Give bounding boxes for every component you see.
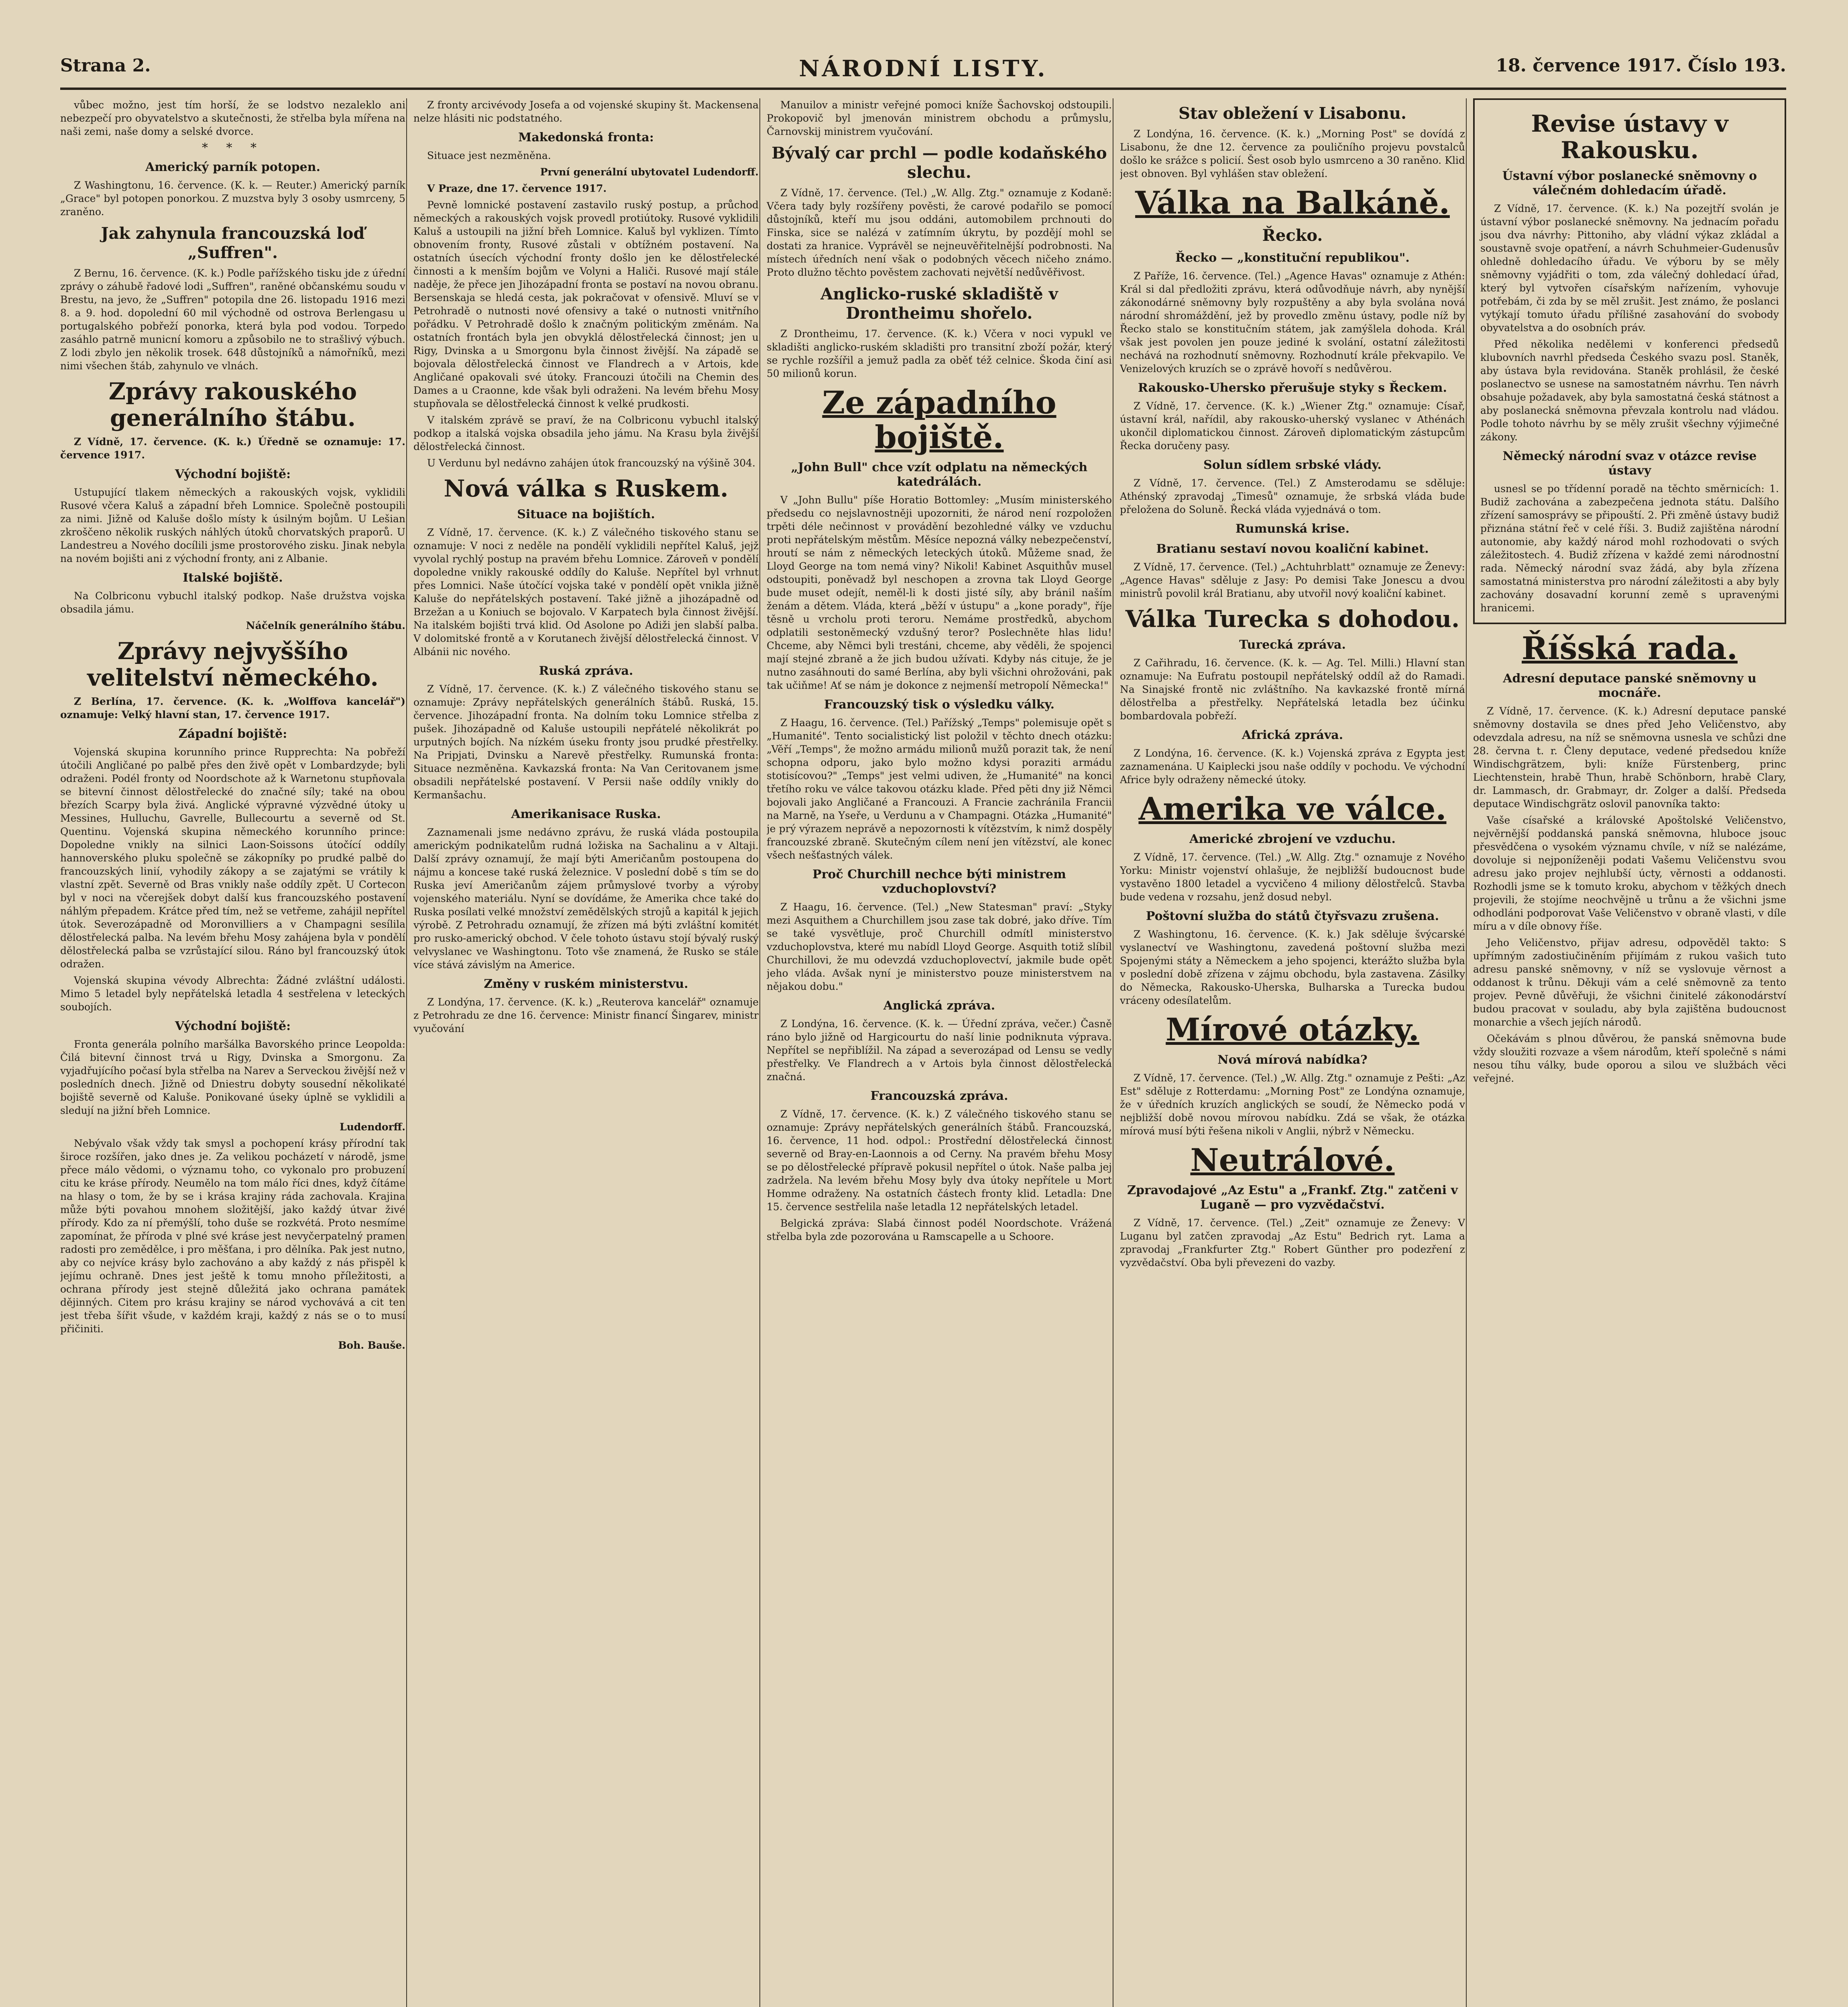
- column-3: [767, 98, 1112, 2007]
- article-text: Z Vídně, 17. července. (K. k.) Adresní deputace panské sněmovny dostavila se dnes před Jeho Veličenstvo, aby odevzdala adresu, na níž se sněmovna usnesla ve schůzi dne 28. června t. r. Členy deputace, vedené předsedou kníže Windischgrätzem, byli: kníže Fürstenberg, princ Liechtenstein, hrabě Thun, hrabě Schönborn, hrabě Clary, dr. Lammasch, dr. Grabmayr, dr. Zolger a další. Předseda deputace Windischgrätz oslovil panovníka takto:: [1473, 705, 1786, 810]
- article-text: Zaznamenali jsme nedávno zprávu, že ruská vláda postoupila americkým podnikatelům rudná ložiska na Sachalinu a v Altaji. Další zprávy oznamují, že mají býti Američanům postoupena do nájmu a koncese také ruská železnice. V poslední době s tím se do Ruska jeví Američanům zájem průmyslové tvorby a výroby vojenského materiálu. Nyní se dovídáme, že Amerika chce také do Ruska posílati velké množství zemědělských strojů a kapitál k jejich výrobě. Z Petrohradu oznamují, že zřízen má býti zvláštní komitét pro rusko-americký obchod. V čele tohoto ústavu stojí bývalý ruský velvyslanec ve Washingtonu. Toto vše znamená, že Rusko se stále více stává závislým na Americe.: [413, 826, 759, 971]
- article-headline: Německý národní svaz v otázce revise ústavy: [1502, 449, 1757, 478]
- feuilleton-author: Boh. Bauše.: [338, 1339, 405, 1351]
- article-subheadline: Ústavní výbor poslanecké sněmovny o válečném dohledacím úřadě.: [1502, 169, 1757, 197]
- article-text: Z Bernu, 16. července. (K. k.) Podle pařížského tisku jde z úřední zprávy o záhubě řadové lodi „Suffren", raněné občanskému soudu v Brestu, na jevo, že „Suffren" potopila dne 26. listopadu 1916 mezi 8. a 9. hod. dopolední 60 mil východně od ostrova Berlengasu u portugalského pobřeží ponorka, která byla pod vodou. Torpedo zasáhlo patrně municní komoru a způsobilo ne to strašlivý výbuch. Z lodi zbylo jen několik trosek. 648 důstojníků a námořníků, mezi nimi všechen štáb, zahynulo ve vlnách.: [60, 267, 405, 372]
- article-text: Před několika nedělemi v konferenci předsedů klubovních navrhl předseda Českého svazu posl. Staněk, aby ústava byla revidována. Staněk prohlásil, že české poslanectvo se usnese na samostatném návrhu. Ten návrh obsahuje požadavek, aby byla samostatná česká státnost a aby poslanecká sněmovna převzala kontrolu nad vládou. Podle tohoto návrhu by se měly zrušit všechny výjimečné zákony.: [1480, 338, 1779, 443]
- issue-date: 18. července 1917. Číslo 193.: [1496, 55, 1786, 76]
- article-text: U Verdunu byl nedávno zahájen útok francouzský na výšině 304.: [427, 457, 755, 469]
- lead-article-box: [1473, 98, 1786, 624]
- article-text: Z Haagu, 16. července. (Tel.) Pařížský „Temps" polemisuje opět s „Humanité". Tento socialistický list položil v těchto dnech otázku: „Věří „Temps", že možno armádu milionů mužů porazit tak, že není schopna odporu, jako bylo možno kdysi poraziti armádu stotisícovou?" „Temps" jest velmi udiven, že „Humanité" na konci třetího roku ve válce takovou otázku klade. Před pěti dny již Němci bojovali jako Angličané a Francouzi. A Francie zachránila Francii na Marně, na Yseře, u Verdunu a v Champagni. Otázka „Humanité" je prý výrazem neprávě a nepozornosti k vítězstvím, k nimž dospěly francouzské zbraně. Skutečným cílem není jen vítězství, ale konec všech nešťastných válek.: [767, 717, 1112, 861]
- subheading: Italské bojiště.: [183, 571, 283, 585]
- article-text: usnesl se po třídenní poradě na těchto směrnicích: 1. Budiž zachována a zabezpečena jednota státu. Dalšího zřízení samosprávy se připouští. 2. Při změně ústavy budiž přiznána státní řeč v celé říši. 3. Budiž zajištěna národní autonomie, aby každý národ mohl rozhodovati o svých záležitostech. 4. Budiž zřízena v každé zemi národnostní rada. Německý národní svaz žádá, aby byla zřízena samostatná ministerstva pro národní záležitosti a aby byly zachovány dosavadní korunní země s upravenými hranicemi.: [1480, 483, 1779, 614]
- article-headline: Zpravodajové „Az Estu" a „Frankf. Ztg." zatčeni v Luganě — pro vyzvědačství.: [1127, 1183, 1458, 1212]
- column-5: [1473, 98, 1786, 2007]
- article-text: Z Washingtonu, 16. července. (K. k. — Reuter.) Americký parník „Grace" byl potopen ponorkou. Z muzstva byly 3 osoby usmrceny, 5 zraněno.: [60, 179, 405, 218]
- column-rule: [406, 98, 407, 2007]
- article-text: Pevně lomnické postavení zastavilo ruský postup, a průchod německých a rakouských vojsk provedl protiútoky. Rusové vyklidili Kaluš a ustoupili na jižní břeh Lomnice. Kaluš byl vyklizen. Tímto obnovením fronty, Rusové zůstali v obtížném postavení. Na ostatních úsecích východní fronty došlo jen ke dělostřelecké činnosti a k menším bojům ve Volyni a Haliči. Rusové mají stále naděje, že přece jen Jihozápadní fronta se postaví na novou obranu. Bersenskaja se hledá cesta, jak pokračovat v ofensivě. Mluví se v Petrohradě o nutnosti nové ofensivy a také o nutnosti vnitřního pořádku. V Petrohradě došlo k značným politickým změnám. Na ostatních frontách byla jen obvyklá dělostřelecká činnost; jen u Rigy, Dvinska a u Smorgonu byla činnost živější. Na západě se bojovala dělostřelecká činnost ve Flandrech a v Artois, kde Angličané opakovali své útoky. Francouzi útočili na Chemin des Dames a u Craonne, kde však byli odraženi. Na levém břehu Mosy stupňovala se dělostřelecká činnost k velké prudkosti.: [413, 199, 759, 409]
- subheading: Francouzská zpráva.: [870, 1089, 1008, 1103]
- article-text: Z Londýna, 17. července. (K. k.) „Reuterova kancelář" oznamuje z Petrohradu ze dne 16. července: Ministr financí Šingarev, ministr vyučování: [413, 996, 759, 1034]
- article-headline: Rumunská krise.: [1235, 522, 1350, 536]
- article-text: V italském zprávě se praví, že na Colbriconu vybuchl italský podkop a italská vojska obsadila jeho jámu. Na Krasu byla živější dělostřelecká činnost.: [413, 414, 759, 452]
- section-headline: Říšská rada.: [1522, 630, 1738, 667]
- page-number: Strana 2.: [60, 55, 151, 76]
- subheading: Situace na bojištích.: [517, 507, 655, 521]
- subheading: Ruská zpráva.: [539, 664, 633, 678]
- article-text: Jeho Veličenstvo, přijav adresu, odpověděl takto: S upřímným zadostiučiněním přijímám z rukou vašich tuto adresu panské sněmovny, v níž se vyslovuje věrnost a oddanost k trůnu. Děkuji vám a celé sněmovně za tento projev. Pevně důvěřuji, že všichni činitelé zákonodárství budou pracovat v souladu, aby byla zajištěna budoucnost monarchie a všech jejích národů.: [1473, 937, 1786, 1028]
- article-text: Na Colbriconu vybuchl italský podkop. Naše družstva vojska obsadila jámu.: [60, 590, 405, 615]
- article-headline: Změny v ruském ministerstvu.: [484, 977, 688, 991]
- dateline: Z Berlína, 17. července. (K. k. „Wolffova kancelář") oznamuje: Velký hlavní stan, 17. července 1917.: [60, 696, 405, 721]
- section-headline: Válka na Balkáně.: [1135, 185, 1450, 221]
- article-headline: Řecko — „konstituční republikou".: [1175, 251, 1410, 265]
- article-text: Z Vídně, 17. července. (K. k.) Na pozejtří svolán je ústavní výbor poslanecké sněmovny. Na jednacím pořadu jsou dva návrhy: Pittoniho, aby vládní výkaz zkládal a soustavně svoje opatření, a návrh Schuhmeier-Gudenusův ohledně dohledacího úřadu. Ve výboru by se měly sněmovny vyjádřiti o tom, zda válečný dohledací úřad, který byl vytvořen císařským nařízením, vyhovuje potřebám, či zda by se měl zrušit. Jest známo, že poslanci vytýkají tomuto úřadu přílišné zasahování do svobody obyvatelstva a do osobních práv.: [1480, 203, 1779, 334]
- dateline: V Praze, dne 17. července 1917.: [427, 183, 607, 194]
- section-headline: Zprávy nejvyššího velitelství německého.: [87, 637, 379, 691]
- section-headline: Revise ústavy v Rakousku.: [1531, 110, 1728, 164]
- column-1: [60, 98, 405, 2007]
- article-text: Z Paříže, 16. července. (Tel.) „Agence Havas" oznamuje z Athén: Král si dal předložiti zprávu, která odůvodňuje návrh, aby nynější zákonodárné sněmovny byly rozpuštěny a aby byla svolána nová národní shromáždění, jež by provedlo změnu ústavy, podle níž by Řecko stalo se konstitučním státem, jak zamýšlela dohoda. Král však jest povolen jen pouze jediné k svolání, ostatní záležitosti nechává na rozhodnutí sněmovny. Rozhodnutí krále překvapilo. Ve Venizelových kruzích se o zprávě hovoří s nedůvěrou.: [1120, 270, 1465, 375]
- article-text: Z Vídně, 17. července. (Tel.) Z Amsterodamu se sděluje: Athénský zpravodaj „Timesů" oznamuje, že srbská vláda bude přeložena do Soluně. Řecká vláda vyjednává o tom.: [1120, 477, 1465, 515]
- article-text: Z Haagu, 16. července. (Tel.) „New Statesman" praví: „Styky mezi Asquithem a Churchillem jsou zase tak dobré, jako dříve. Tím se také vysvětluje, proč Churchill odmítl ministerstvo vzduchoplovstva, které mu nabídl Lloyd George. Asquith totiž slíbil Churchillovi, že mu odevzdá vzduchoplovectví, jakmile bude opět jeho vláda. Avšak nyní je ministerstvo pouze ministerstvem na nějakou dobu.": [767, 901, 1112, 992]
- subheading: Turecká zpráva.: [1239, 638, 1346, 652]
- section-headline: Amerika ve válce.: [1138, 791, 1447, 827]
- page-header: [60, 55, 1786, 90]
- subheading: Východní bojiště:: [175, 1019, 291, 1033]
- article-headline: Jak zahynula francouzská loď „Suffren".: [101, 224, 365, 262]
- article-text: Z Londýna, 16. července. (K. k.) Vojenská zpráva z Egypta jest zaznamenána. U Kaiplecki jsou naše oddíly v pochodu. Ve východní Africe byly odraženy německé útoky.: [1120, 747, 1465, 786]
- article-headline: „John Bull" chce vzít odplatu na německých katedrálách.: [791, 460, 1088, 489]
- article-text: Z Vídně, 17. července. (K. k.) Z válečného tiskového stanu se oznamuje: V noci z neděle na pondělí vyklidili nepřítel Kaluš, jejž vyvolal rychlý postup na pravém břehu Lomnice. Zároveň v pondělí dopoledne vnikly rakouské oddíly do Kaluše. Nepřítel byl vrhnut přes Lomnici. Naše útočící vojska také v pondělí opět vnikla jižně Kaluše do nepřátelských postavení. Také jižně a jihozápadně od Brzežan a u Koniuch se bojovalo. V Karpatech byla činnost živější. Na italském bojišti trvá klid. Od Asolone po Adiži jen slabší palba. V dolomitské frontě a v Korutanech živější dělostřelecká činnost. V Albánii nic nového.: [413, 527, 759, 657]
- section-headline: Válka Turecka s dohodou.: [1125, 605, 1460, 633]
- subheading: Anglická zpráva.: [883, 999, 995, 1013]
- article-text: Z fronty arcivévody Josefa a od vojenské skupiny št. Mackensena nelze hlásiti nic podstatného.: [413, 99, 759, 124]
- article-headline: Poštovní služba do států čtyřsvazu zrušena.: [1146, 909, 1439, 923]
- section-headline: Zprávy rakouského generálního štábu.: [108, 378, 357, 432]
- section-headline: Ze západního bojiště.: [822, 385, 1056, 456]
- article-headline: Bývalý car prchl — podle kodaňského slechu.: [771, 144, 1107, 182]
- article-continuation: vůbec možno, jest tím horší, že se lodstvo nezaleklo ani nebezpečí pro obyvatelstvo a skutečnosti, že střelba byla mířena na naši zemi, naše domy a selské dvorce.: [60, 99, 405, 137]
- article-text: Z Vídně, 17. července. (K. k.) Z válečného tiskového stanu se oznamuje: Zprávy nepřátelských generálních štábů. Ruská, 15. července. Jihozápadní fronta. Na dolním toku Lomnice střelba z pušek. Jihozápadně od Kaluše ustoupili nepřátelé několikrát po urputných bojích. Na nízkém úseku fronty jsou prudké přestřelky. Na Pripjati, Dvinsku a Narevě přestřelky. Rumunská fronta: Situace nezměněna. Kavkazská fronta: Na Van Ceritovanem jsme obsadili nepřátelské postavení. V Persii naše oddíly vnikly do Kermanšachu.: [413, 683, 759, 801]
- article-headline: Anglicko-ruské skladiště v Drontheimu shořelo.: [820, 285, 1058, 323]
- dateline: Z Vídně, 17. července. (K. k.) Úředně se oznamuje: 17. července 1917.: [60, 436, 405, 461]
- column-rule: [759, 98, 760, 2007]
- subheading: Makedonská fronta:: [518, 130, 654, 145]
- article-text: Z Vídně, 17. července. (Tel.) „W. Allg. Ztg." oznamuje z Pešti: „Az Est" sděluje z Rotterdamu: „Morning Post" ze Londýna oznamuje, že v úředních kruzích anglických se soudí, že Německo podá v nejbližší době novou mírovou nabídku. Zdá se však, že otázka mírová musí býti řešena nikoli v Anglii, nýbrž v Německu.: [1120, 1072, 1465, 1137]
- article-text: Vojenská skupina vévody Albrechta: Žádné zvláštní události. Mimo 5 letadel byly nepřátelská letadla 4 sestřelena v leteckých soubojích.: [60, 975, 405, 1013]
- subheading: Bratianu sestaví novou koaliční kabinet.: [1156, 542, 1429, 556]
- article-text: Z Vídně, 17. července. (Tel.) „Zeit" oznamuje ze Ženevy: V Luganu byl zatčen zpravodaj „Az Estu" Bedrich ryt. Lama a zpravodaj „Frankfurter Ztg." Robert Günther pro podezření z vyzvědačství. Oba byli převezeni do vazby.: [1120, 1217, 1465, 1268]
- feuilleton-text: Nebývalo však vždy tak smysl a pochopení krásy přírodní tak široce rozšířen, jako dnes je. Za velikou pocházetí v národě, jsme přece málo vědomi, o významu toho, co vykonalo pro probuzení citu ke kráse přírody. Neumělo na tom málo říci dnes, když čítáme na hlasy o tom, že by se i krása krajiny ráda zachovala. Krajina může býti povahou mnohem složitější, jako každý útvar živé přírody. Kdo za ní přemýšlí, toho duše se rozkvétá. Proto nesmíme zapomínat, že příroda v plné své kráse jest nevyčerpatelný pramen radosti pro zemědělce, i pro měšťana, i pro dělníka. Pak jest nutno, aby co nejvíce krásy bylo zachováno a aby každý z nás přispěl k jejímu ochraně. Dnes jest ještě k tomu mnoho příležitosti, a ochrana přírody jest stejně důležitá jako ochrana památek dějinných. Citem pro krásu krajiny se národ vychovává a cit ten jest třeba šířit všude, v každém kraji, každý z nás se o to musí přičiniti.: [60, 1138, 405, 1335]
- article-text: Vojenská skupina korunního prince Rupprechta: Na pobřeží útočili Angličané po palbě přes den živě opět v Lombardzyde; byli odraženi. Podél fronty od Noordschote až k Warnetonu stupňovala se bitevní činnost dělostřelecké do značné síly; také na obou březích Scarpy byla živá. Anglické výpravné výzvědné útoky u Messines, Hulluchu, Gavrelle, Bullecourtu a severně od St. Quentinu. Vojenská skupina německého korunního prince: Dopoledne vnikly na silnici Laon-Soissons útočící oddíly hannoverského pluku společně se zákopníky po prudké palbě do francouzských linií, vyhodily zákopy a se zajatými se vrátily k vlastní zpět. Severně od Bras vnikly naše oddíly zpět. U Cortecon byl v noci na včerejšek dobyt další kus francouzského postavení náhlým přepadem. Krátce před tím, než se vetřeme, zahájil nepřítel útok. Severozápadně od Moronvilliers a v Champagni sesílila dělostřelecká palba. Na levém břehu Mosy zahájena byla v pondělí dělostřelecká palba se vzrůstající silou. Ráno byl francouzský útok odražen.: [60, 746, 405, 970]
- column-rule: [1466, 98, 1467, 2007]
- column-2: [413, 98, 759, 2007]
- signature: První generální ubytovatel Ludendorff.: [540, 166, 759, 178]
- section-headline: Neutrálové.: [1190, 1142, 1395, 1179]
- article-text: Z Londýna, 16. července. (K. k.) „Morning Post" se dovídá z Lisabonu, že dne 12. července za pouličního projevu povstalců došlo ke srážce s policií. Šest osob bylo usmrceno a 30 raněno. Klid jest obnoven. Byl vyhlášen stav obležení.: [1120, 128, 1465, 179]
- article-continuation: Manuilov a ministr veřejné pomoci kníže Šachovskoj odstoupili. Prokopovič byl jmenován ministrem obchodu a průmyslu, Čarnovskij ministrem vyučování.: [767, 99, 1112, 137]
- article-text: Z Vídně, 17. července. (K. k.) „Wiener Ztg." oznamuje: Císař, ústavní král, nařídil, aby rakousko-uherský vyslanec v Athénách ukončil diplomatickou činnost. Zároveň diplomatickým zástupcům Řecka doručeny pasy.: [1120, 400, 1465, 452]
- article-headline: Stav obležení v Lisabonu.: [1178, 104, 1406, 123]
- subheading: Nová mírová nabídka?: [1217, 1053, 1368, 1067]
- article-text: Z Washingtonu, 16. července. (K. k.) Jak sděluje švýcarské vyslanectví ve Washingtonu, zavedená poštovní služba mezi Spojenými státy a Německem a jeho spojenci, kterážto služba byla v poslední době zřízena v zájmu obchodu, byla zastavena. Zásilky do Německa, Rakousko-Uherska, Bulharska a Turecka budou vráceny odesílatelům.: [1120, 928, 1465, 1006]
- article-text: Z Vídně, 17. července. (K. k.) Z válečného tiskového stanu se oznamuje: Zprávy nepřátelských generálních štábů. Francouzská, 16. července, 11 hod. odpol.: Prostřední dělostřelecká činnost severně od Bray-en-Laonnois a od Cerny. Na pravém břehu Mosy se po dělostřelecké přípravě pokusil nepřítel o útok. Naše palba jej zadržela. Na levém břehu Mosy byly dva útoky nepřítele u Mort Homme odraženy. Na ostatních částech fronty klid. Letadla: Dne 15. července sestřelila naše letadla 12 nepřátelských letadel.: [767, 1108, 1112, 1213]
- column-4: [1120, 98, 1465, 2007]
- article-text: Belgická zpráva: Slabá činnost podél Noordschote. Vrážená střelba byla zde pozorována u Ramscapelle a u Schoore.: [767, 1217, 1112, 1242]
- article-text: Fronta generála polního maršálka Bavorského prince Leopolda: Čilá bitevní činnost trvá u Rigy, Dvinska a Smorgonu. Za vyjadřujícího počasí byla střelba na Narev a Serveckou živější než v posledních dnech. Jižně od Dniestru dobyty sousední několikaté bojiště severně od Kaluše. Ponikované úseky úplně se vyklidili a sledují na jižní břeh Lomnice.: [60, 1038, 405, 1116]
- article-text: Vaše císařské a královské Apoštolské Veličenstvo, nejvěrnější poddanská panská sněmovna, hluboce jsouc přesvědčena o vysokém významu chvíle, v níž se nalézáme, dovoluje si nejponíženěji podati Vašemu Veličenstvu svou adresu jako projev nejhlubší úcty, věrnosti a oddanosti. Rozhodli jsme se k tomuto kroku, abychom v těžkých dnech projevili, že stojíme neochvějně u trůnu a že všichni jsme odhodláni podporovat Vaše Veličenstvo v obraně vlasti, v díle míru a v díle obnovy říše.: [1473, 814, 1786, 932]
- subheading: Africká zpráva.: [1241, 728, 1343, 742]
- article-headline: Americký parník potopen.: [145, 160, 321, 174]
- newspaper-title: NÁRODNÍ LISTY.: [799, 55, 1048, 82]
- article-text: Situace jest nezměněna.: [427, 150, 551, 161]
- article-text: Ustupující tlakem německých a rakouských vojsk, vyklidili Rusové včera Kaluš a západní břeh Lomnice. Společně postoupili za nimi. Jižně od Kaluše došlo místy k úsilným bojům. U Lešian zkroščeno několik ruských náhlých útoků chorvatských praporů. U Landestreu a Nového docílili jsme prostorového zisku. Jinak nebyla na novém bojišti ani z východní fronty, ani z Albanie.: [60, 486, 405, 564]
- article-text: Z Vídně, 17. července. (Tel.) „W. Allg. Ztg." oznamuje z Nového Yorku: Ministr vojenství ohlašuje, že nejbližší budoucnost bude vystavěno 1800 letadel a vycvičeno 4 miliony dělostřelců. Stavba bude vedena v rozsahu, jenž dosud nebyl.: [1120, 851, 1465, 903]
- article-headline: Solun sídlem srbské vlády.: [1203, 458, 1382, 472]
- section-headline: Mírové otázky.: [1166, 1012, 1419, 1048]
- article-text: Z Londýna, 16. července. (K. k. — Úřední zpráva, večer.) Časně ráno bylo jižně od Hargicourtu do naší linie podniknuta výprava. Nepřítel se nepřiblížil. Na západ a severozápad od Lensu se vedly přestřelky. Ve Flandrech a v Artois byla činnost dělostřelecká značná.: [767, 1018, 1112, 1083]
- article-text: Očekávám s plnou důvěrou, že panská sněmovna bude vždy sloužiti rozvaze a všem národům, kteří společně s námi nesou tíhu války, bude oporou a silou ve službách věci veřejné.: [1473, 1033, 1786, 1084]
- article-headline: Francouzský tisk o výsledku války.: [824, 698, 1055, 712]
- article-headline: Rakousko-Uhersko přerušuje styky s Řeckem.: [1138, 381, 1447, 395]
- subheading: Americké zbrojení ve vzduchu.: [1189, 832, 1396, 846]
- signature: Ludendorff.: [340, 1121, 405, 1133]
- article-text: Z Cařihradu, 16. července. (K. k. — Ag. Tel. Milli.) Hlavní stan oznamuje: Na Eufratu postoupil nepřátelský oddíl až do Ramadi. Na Sinajské frontě nic zvláštního. Na kavkazské frontě mírná dělostřelba a přestřelky. Nepřátelská letadla bez účinku bombardovala pobřeží.: [1120, 657, 1465, 722]
- article-headline: Proč Churchill nechce býti ministrem vzduchoplovství?: [812, 867, 1066, 896]
- article-text: V „John Bullu" píše Horatio Bottomley: „Musím ministerského předsedu co nejslavnostněji upozorniti, že národ není rozpoložen trpěti déle nečinnost v provádění bezohledné války ve vzduchu proti nepřátelským městům. Měsíce nepozná války nebezpečenství, hroutí se nám z německých leteckých útoků. Můžeme snad, že Lloyd George na tom nemá viny? Nikoli! Kabinet Asquithův musel odstoupiti, poněvadž byl neschopen a zrovna tak Lloyd George bude muset odejít, neměl-li k dosti jisté síly, aby bránil naším ženám a dětem. Vláda, která „běží v ústupu" a „kone porady", říje těsně u vrcholu proti teroru. Nemáme prostředků, abychom odplatili sestoněmecký vzdušný teror? Poslechněte hlas lidu! Chceme, aby Němci byli trestáni, chceme, aby věděli, že spojenci mají stejné zbraně a že jich budou užívati. Kdyby nás cituje, že je nutno zasáhnouti do samé Berlína, aby byli všichni ohrožováni, pak tak učiňme! Ať se nám je dokonce z nejmenší metropolí Německa!": [767, 494, 1112, 691]
- section-divider: * * *: [201, 141, 264, 155]
- article-text: Z Vídně, 17. července. (Tel.) „Achtuhrblatt" oznamuje ze Ženevy: „Agence Havas" sděluje z Jasy: Po demisi Take Jonescu a dvou ministrů povolil král Bratianu, aby utvořil nový koaliční kabinet.: [1120, 561, 1465, 599]
- article-text: Z Vídně, 17. července. (Tel.) „W. Allg. Ztg." oznamuje z Kodaně: Včera tady byly rozšířeny pověsti, že carové podařilo se pomocí důstojníků, kteří mu jsou oddáni, automobilem prchnouti do Finska, sice se nalézá v zatímním úkrytu, by pozdějí mohl se dostati za hranice. Vyprávěl se nejneuvěřitelnější podrobnosti. Na místech úředních není však o podobných věcech ničeho známo. Proto dlužno těchto pověstem zachovati největší nedůvěřivost.: [767, 187, 1112, 278]
- subheading: Východní bojiště:: [175, 467, 291, 481]
- subheading: Západní bojiště:: [178, 727, 287, 741]
- subheading: Řecko.: [1262, 226, 1323, 245]
- signature: Náčelník generálního štábu.: [246, 620, 405, 631]
- article-text: Z Drontheimu, 17. července. (K. k.) Včera v noci vypukl ve skladišti anglicko-ruském skladišti pro transitní zboží požár, který se rychle rozšířil a jemuž padla za oběť též celnice. Škoda činí asi 50 milionů korun.: [767, 328, 1112, 379]
- article-subheadline: Adresní deputace panské sněmovny u mocnáře.: [1503, 672, 1756, 700]
- article-headline: Amerikanisace Ruska.: [511, 807, 661, 821]
- section-headline: Nová válka s Ruskem.: [444, 475, 729, 502]
